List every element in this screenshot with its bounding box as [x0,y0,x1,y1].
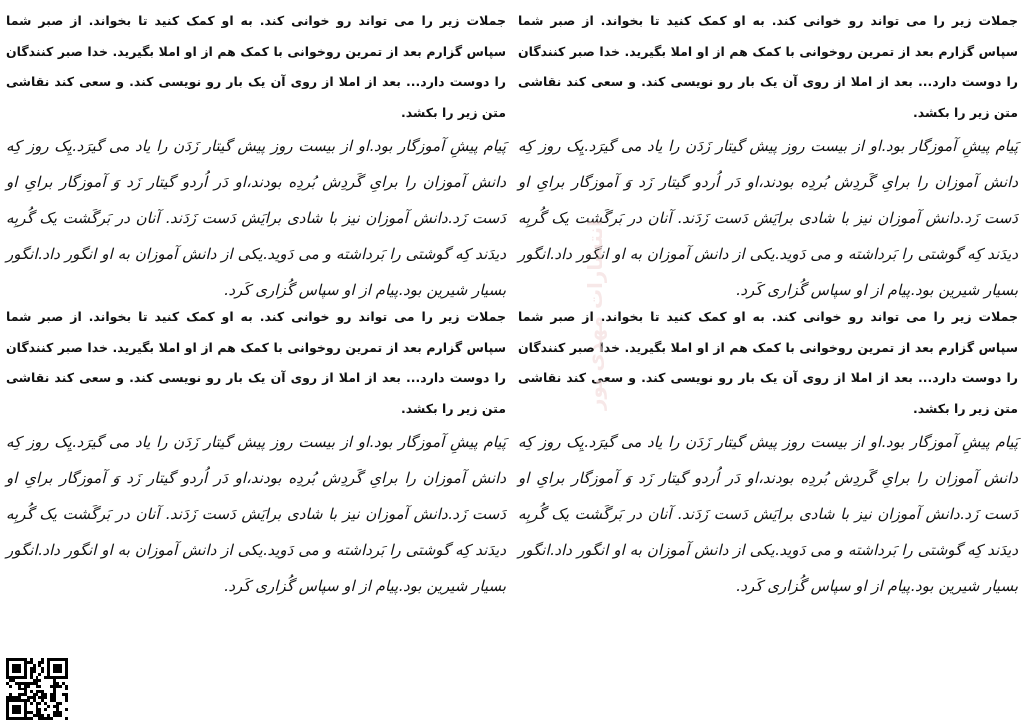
story-text: پَیام پیشِ آموزگار بود.او از بیست روز پیش گیتار زَدَن را یاد می گیرَد.یِک روز کِه دانش آموزان را برایِ گَردِش بُردِه بودند،او دَر اُردو گیتار زَد وَ آموزگار برایِ او دَست زَد.دانش آموزان نیز با شادی برایَش دَست زَدَند. آنان در بَرگَشت یک گُربِه دیدَند کِه گوشتی را بَرداشته و می دَوید.یکی از دانش آموزان به او انگور داد.انگور بسیار شیرین بود.پیام از او سپاس گُزاری کَرد. [518,137,1018,299]
qr-module [65,717,68,720]
publisher-watermark: انتشارات مهدی پور [583,220,607,410]
instruction-text: جملات زیر را می تواند رو خوانی کند. به او کمک کنید تا بخواند. از صبر شما سپاس گزارم بعد از تمرین روخوانی با کمک هم از او املا بگیرید. خدا صبر کنندگان را دوست دارد... بعد از املا از روی آن یک بار رو نویسی کند. و سعی کند نقاشی متن زیر را بکشد. [6,13,506,120]
instruction-text: جملات زیر را می تواند رو خوانی کند. به او کمک کنید تا بخواند. از صبر شما سپاس گزارم بعد از تمرین روخوانی با کمک هم از او املا بگیرید. خدا صبر کنندگان را دوست دارد... بعد از املا از روی آن یک بار رو نویسی کند. و سعی کند نقاشی متن زیر را بکشد. [6,309,506,416]
worksheet-card-bottom-left [6,302,506,604]
story-text: پَیام پیشِ آموزگار بود.او از بیست روز پیش گیتار زَدَن را یاد می گیرَد.یِک روز کِه دانش آموزان را برایِ گَردِش بُردِه بودند،او دَر اُردو گیتار زَد وَ آموزگار برایِ او دَست زَد.دانش آموزان نیز با شادی برایَش دَست زَدَند. آنان در بَرگَشت یک گُربِه دیدَند کِه گوشتی را بَرداشته و می دَوید.یکی از دانش آموزان به او انگور داد.انگور بسیار شیرین بود.پیام از او سپاس گُزاری کَرد. [6,137,506,299]
qr-code-icon [6,658,68,720]
worksheet-card-top-left [6,6,506,308]
instruction-text: جملات زیر را می تواند رو خوانی کند. به او کمک کنید تا بخواند. از صبر شما سپاس گزارم بعد از تمرین روخوانی با کمک هم از او املا بگیرید. خدا صبر کنندگان را دوست دارد... بعد از املا از روی آن یک بار رو نویسی کند. و سعی کند نقاشی متن زیر را بکشد. [518,309,1018,416]
story-text: پَیام پیشِ آموزگار بود.او از بیست روز پیش گیتار زَدَن را یاد می گیرَد.یِک روز کِه دانش آموزان را برایِ گَردِش بُردِه بودند،او دَر اُردو گیتار زَد وَ آموزگار برایِ او دَست زَد.دانش آموزان نیز با شادی برایَش دَست زَدَند. آنان در بَرگَشت یک گُربِه دیدَند کِه گوشتی را بَرداشته و می دَوید.یکی از دانش آموزان به او انگور داد.انگور بسیار شیرین بود.پیام از او سپاس گُزاری کَرد. [518,433,1018,595]
worksheet-card-bottom-right [518,302,1018,604]
worksheet-card-top-right [518,6,1018,308]
story-text: پَیام پیشِ آموزگار بود.او از بیست روز پیش گیتار زَدَن را یاد می گیرَد.یِک روز کِه دانش آموزان را برایِ گَردِش بُردِه بودند،او دَر اُردو گیتار زَد وَ آموزگار برایِ او دَست زَد.دانش آموزان نیز با شادی برایَش دَست زَدَند. آنان در بَرگَشت یک گُربِه دیدَند کِه گوشتی را بَرداشته و می دَوید.یکی از دانش آموزان به او انگور داد.انگور بسیار شیرین بود.پیام از او سپاس گُزاری کَرد. [6,433,506,595]
instruction-text: جملات زیر را می تواند رو خوانی کند. به او کمک کنید تا بخواند. از صبر شما سپاس گزارم بعد از تمرین روخوانی با کمک هم از او املا بگیرید. خدا صبر کنندگان را دوست دارد... بعد از املا از روی آن یک بار رو نویسی کند. و سعی کند نقاشی متن زیر را بکشد. [518,13,1018,120]
